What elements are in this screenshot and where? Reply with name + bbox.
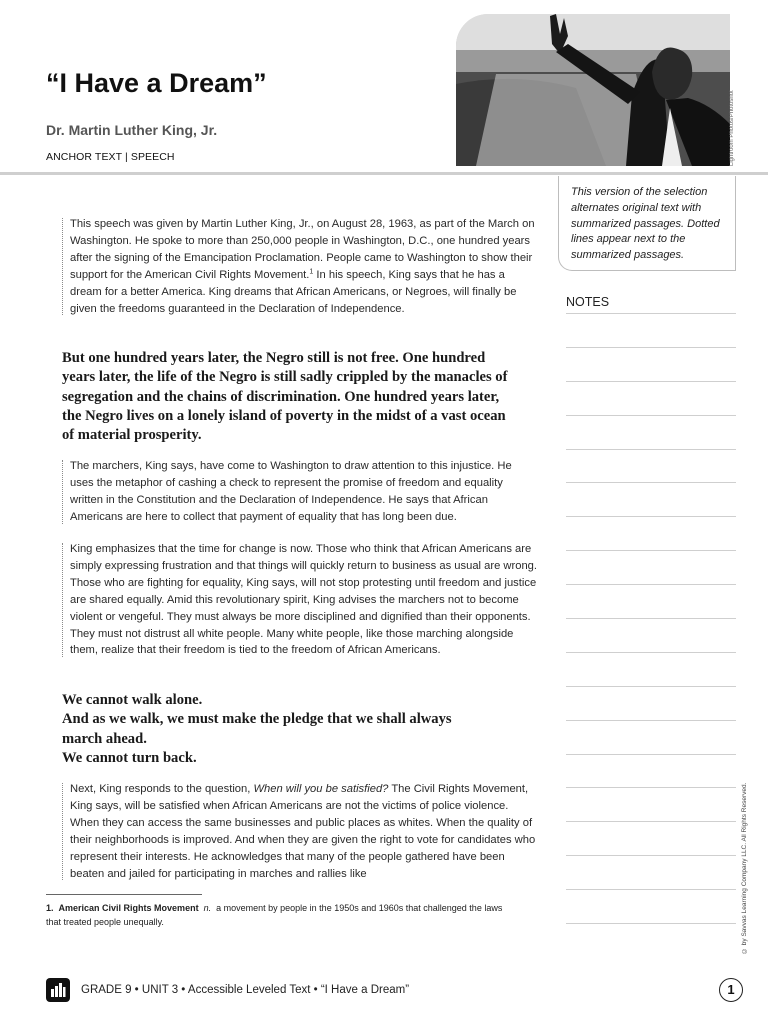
notes-line [566, 348, 736, 382]
notes-line [566, 416, 736, 450]
summary-text: Next, King responds to the question, [70, 783, 254, 795]
summary-question: When will you be satisfied? [253, 783, 389, 795]
footnote-marker: 1 [309, 267, 314, 275]
copyright-notice: © by Savvas Learning Company LLC. All Rights Reserved. [741, 782, 748, 954]
notes-line [566, 822, 736, 856]
genre-label: ANCHOR TEXT | SPEECH [46, 151, 175, 163]
summary-text: In his speech, King says that he has a dream for a better America. King dreams that African Americans, or Negroes, will finally be given the freedoms guaranteed in the Declaration of Independence. [70, 268, 517, 315]
summary-passage-intro [70, 216, 538, 317]
notes-line [566, 483, 736, 517]
footnote-pos: n. [203, 903, 212, 913]
author-name: Dr. Martin Luther King, Jr. [46, 122, 218, 138]
footnote [46, 901, 516, 929]
notes-line [566, 687, 736, 721]
footnote-rule [46, 894, 202, 895]
summary-passage-check [70, 458, 538, 526]
notes-line [566, 517, 736, 551]
footnote-number: 1. [46, 903, 54, 913]
page-number: 1 [719, 978, 743, 1002]
photo-credit: Lightroom Photos/Photoshot [729, 90, 735, 166]
original-text: And as we walk, we must make the pledge that we shall always march ahead. [62, 711, 452, 747]
summary-text: King emphasizes that the time for change is now. Those who think that African Americans are simply expressing frustration and that things will quickly return to business as usual are wrong. Those who are fighting for equality, King says, will not stop protesting until freedom and justice are shared equally. Amid this revolutionary spirit, King advises the marchers not to become violent or vengeful. They must always be more disciplined and dignified than their opponents. They must not distrust all white people. Many white people, like those marching alongside them, realize that their freedom is tied to the freedom of African Americans. [70, 543, 537, 657]
notes-line [566, 585, 736, 619]
original-text: We cannot walk alone. [62, 692, 203, 708]
original-text: We cannot turn back. [62, 749, 197, 766]
footnote-term: American Civil Rights Movement [58, 903, 199, 913]
publisher-logo-icon [46, 978, 70, 1002]
original-passage-1 [46, 349, 516, 445]
notes-line [566, 856, 736, 890]
summary-text: This speech was given by Martin Luther King, Jr., on August 28, 1963, as part of the March on Washington. He spoke to more than 250,000 people in Washington, D.C., one hundred years after the signing of the Emancipation Proclamation. People came to Washington to show their support for the American Civil Rights Movement. [70, 218, 535, 281]
notes-line [566, 890, 736, 924]
notes-line [566, 314, 736, 348]
notes-line [566, 450, 736, 484]
selection-note: This version of the selection alternates original text with summarized passages. Dotted lines appear next to the summarized passages. [571, 186, 720, 262]
summary-text: The marchers, King says, have come to Washington to draw attention to this injustice. He uses the metaphor of cashing a check to represent the promise of freedom and equality written in the Constitution and the Declaration of Independence. He says that African Americans are here to collect that payment of equality that has long been due. [70, 460, 512, 523]
header-rule [0, 172, 768, 175]
summary-text: The Civil Rights Movement, King says, will be satisfied when African Americans are not the victims of police violence. When they can access the same businesses and public places as whites. When the quality of their neighborhoods is improved. And when they are given the right to vote for candidates who represent their interests. He acknowledges that many of the people gathered have been beaten and jailed for participating in marches and rallies like [70, 783, 536, 880]
summary-passage-urgency [70, 541, 538, 659]
notes-line [566, 721, 736, 755]
summary-passage-satisfied [70, 781, 538, 882]
notes-line [566, 551, 736, 585]
notes-label: NOTES [566, 295, 610, 309]
footer-text: GRADE 9 • UNIT 3 • Accessible Leveled Text • “I Have a Dream” [81, 984, 410, 996]
notes-lines [566, 313, 736, 924]
notes-line [566, 619, 736, 653]
footnote-definition: a movement by people in the 1950s and 1960s that challenged the laws that treated people unequally. [46, 903, 503, 927]
speech-photo [456, 14, 730, 166]
notes-line [566, 653, 736, 687]
selection-note-box [558, 176, 736, 271]
notes-line [566, 382, 736, 416]
notes-line [566, 755, 736, 789]
notes-line [566, 788, 736, 822]
original-passage-2 [46, 691, 516, 768]
original-text: But one hundred years later, the Negro still is not free. One hundred years later, the life of the Negro is still sadly crippled by the manacles of segregation and the chains of discrimination. One hundred years later, the Negro lives on a lonely island of poverty in the midst of a vast ocean of material prosperity. [62, 350, 508, 444]
page-title: “I Have a Dream” [46, 68, 267, 98]
